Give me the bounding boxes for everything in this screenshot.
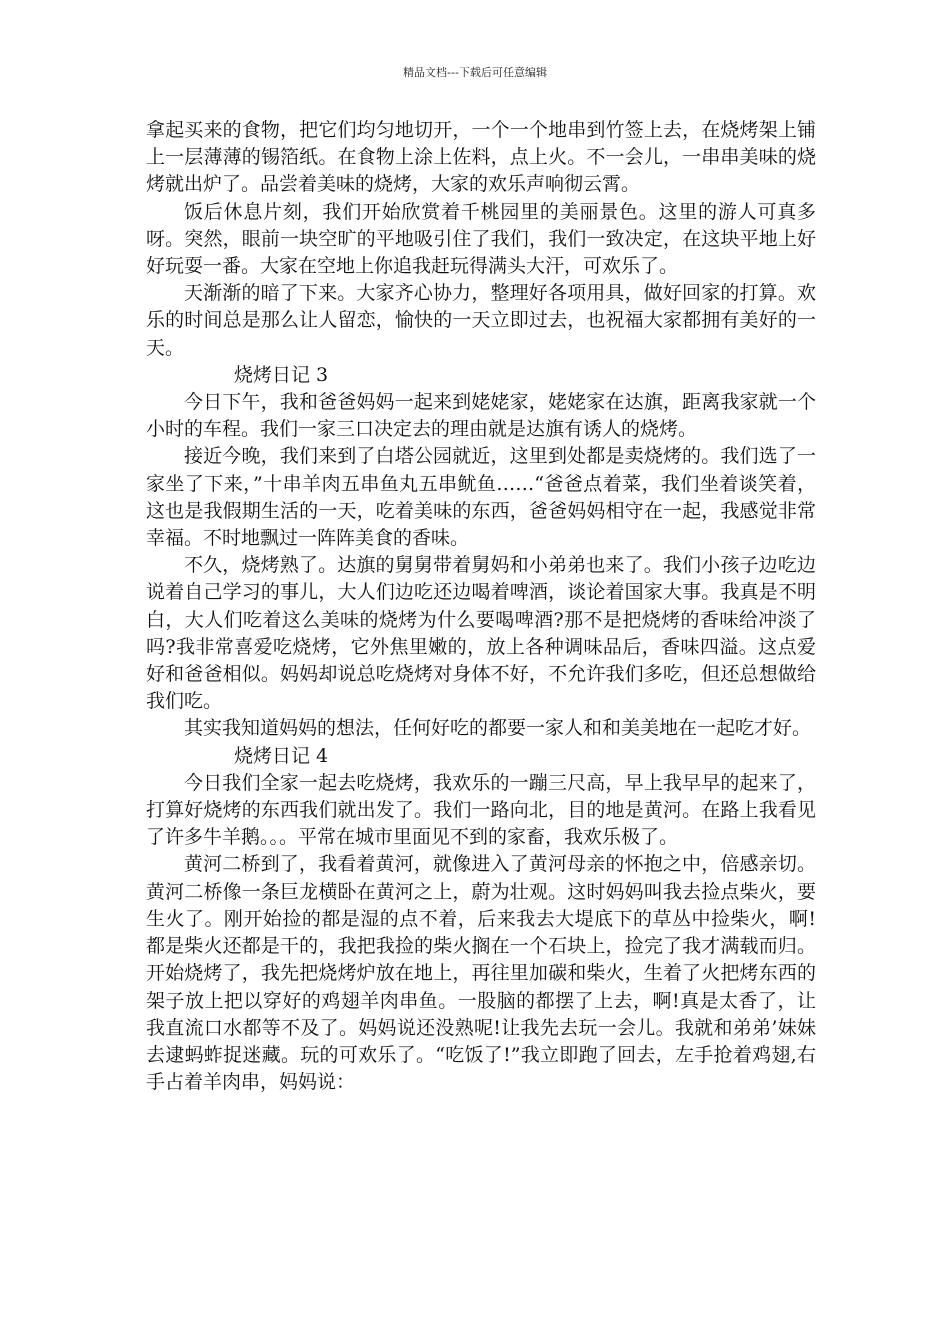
paragraph: 拿起买来的食物，把它们均匀地切开，一个一个地串到竹签上去，在烧烤架上铺上一层薄薄的锡箔纸。在食物上涂上佐料，点上火。不一会儿，一串串美味的烧烤就出炉了。品尝着美味的烧烤，大家的欢乐声响彻云霄。: [146, 119, 816, 196]
paragraph: 今日我们全家一起去吃烧烤，我欢乐的一蹦三尺高，早上我早早的起来了，打算好烧烤的东西我们就出发了。我们一路向北，目的地是黄河。在路上我看见了许多牛羊鹅。。。平常在城市里面见不到的家畜，我欢乐极了。: [146, 771, 816, 849]
paragraph: 黄河二桥到了，我看着黄河，就像进入了黄河母亲的怀抱之中，倍感亲切。黄河二桥像一条巨龙横卧在黄河之上，蔚为壮观。这时妈妈叫我去捡点柴火，要生火了。刚开始捡的都是湿的点不着，后来我去大堤底下的草丛中捡柴火，啊!都是柴火还都是干的，我把我捡的柴火搁在一个石块上，捡完了我才满载而归。开始烧烤了，我先把烧烤炉放在地上，再往里加碳和柴火，生着了火把烤东西的架子放上把以穿好的鸡翅羊肉串鱼。一股脑的都摆了上去，啊!真是太香了，让我直流口水都等不及了。妈妈说还没熟呢!让我先去玩一会儿。我就和弟弟’妹妹去逮蚂蚱捉迷藏。玩的可欢乐了。“吃饭了!”我立即跑了回去，左手抢着鸡翅,右手占着羊肉串，妈妈说：: [146, 853, 816, 1094]
paragraph: 天渐渐的暗了下来。大家齐心协力，整理好各项用具，做好回家的打算。欢乐的时间总是那么让人留恋，愉快的一天立即过去，也祝福大家都拥有美好的一天。: [146, 282, 816, 359]
paragraph: 饭后休息片刻，我们开始欣赏着千桃园里的美丽景色。这里的游人可真多呀。突然，眼前一块空旷的平地吸引住了我们，我们一致决定，在这块平地上好好玩耍一番。大家在空地上你追我赶玩得满头大汗，可欢乐了。: [146, 200, 816, 278]
paragraph: 今日下午，我和爸爸妈妈一起来到姥姥家，姥姥家在达旗，距离我家就一个小时的车程。我们一家三口决定去的理由就是达旗有诱人的烧烤。: [146, 391, 816, 441]
section-heading: 烧烤日记 3: [234, 363, 329, 386]
document-body: [146, 117, 816, 1096]
paragraph: 不久，烧烤熟了。达旗的舅舅带着舅妈和小弟弟也来了。我们小孩子边吃边说着自己学习的事儿，大人们边吃还边喝着啤酒，谈论着国家大事。我真是不明白，大人们吃着这么美味的烧烤为什么要喝啤酒?那不是把烧烤的香味给冲淡了吗?我非常喜爱吃烧烤，它外焦里嫩的，放上各种调味品后，香味四溢。这点爱好和爸爸相似。妈妈却说总吃烧烤对身体不好，不允许我们多吃，但还总想做给我们吃。: [146, 554, 816, 713]
paragraph: 其实我知道妈妈的想法，任何好吃的都要一家人和和美美地在一起吃才好。: [184, 717, 812, 740]
section-heading: 烧烤日记 4: [234, 744, 329, 767]
page-header: 精品文档---下载后可任意编辑: [403, 66, 547, 79]
paragraph: 接近今晚，我们来到了白塔公园就近，这里到处都是卖烧烤的。我们选了一家坐了下来，”十串羊肉五串鱼丸五串鱿鱼……“爸爸点着菜，我们坐着谈笑着，这也是我假期生活的一天，吃着美味的东西，爸爸妈妈相守在一起，我感觉非常幸福。不时地飘过一阵阵美食的香味。: [146, 445, 816, 550]
